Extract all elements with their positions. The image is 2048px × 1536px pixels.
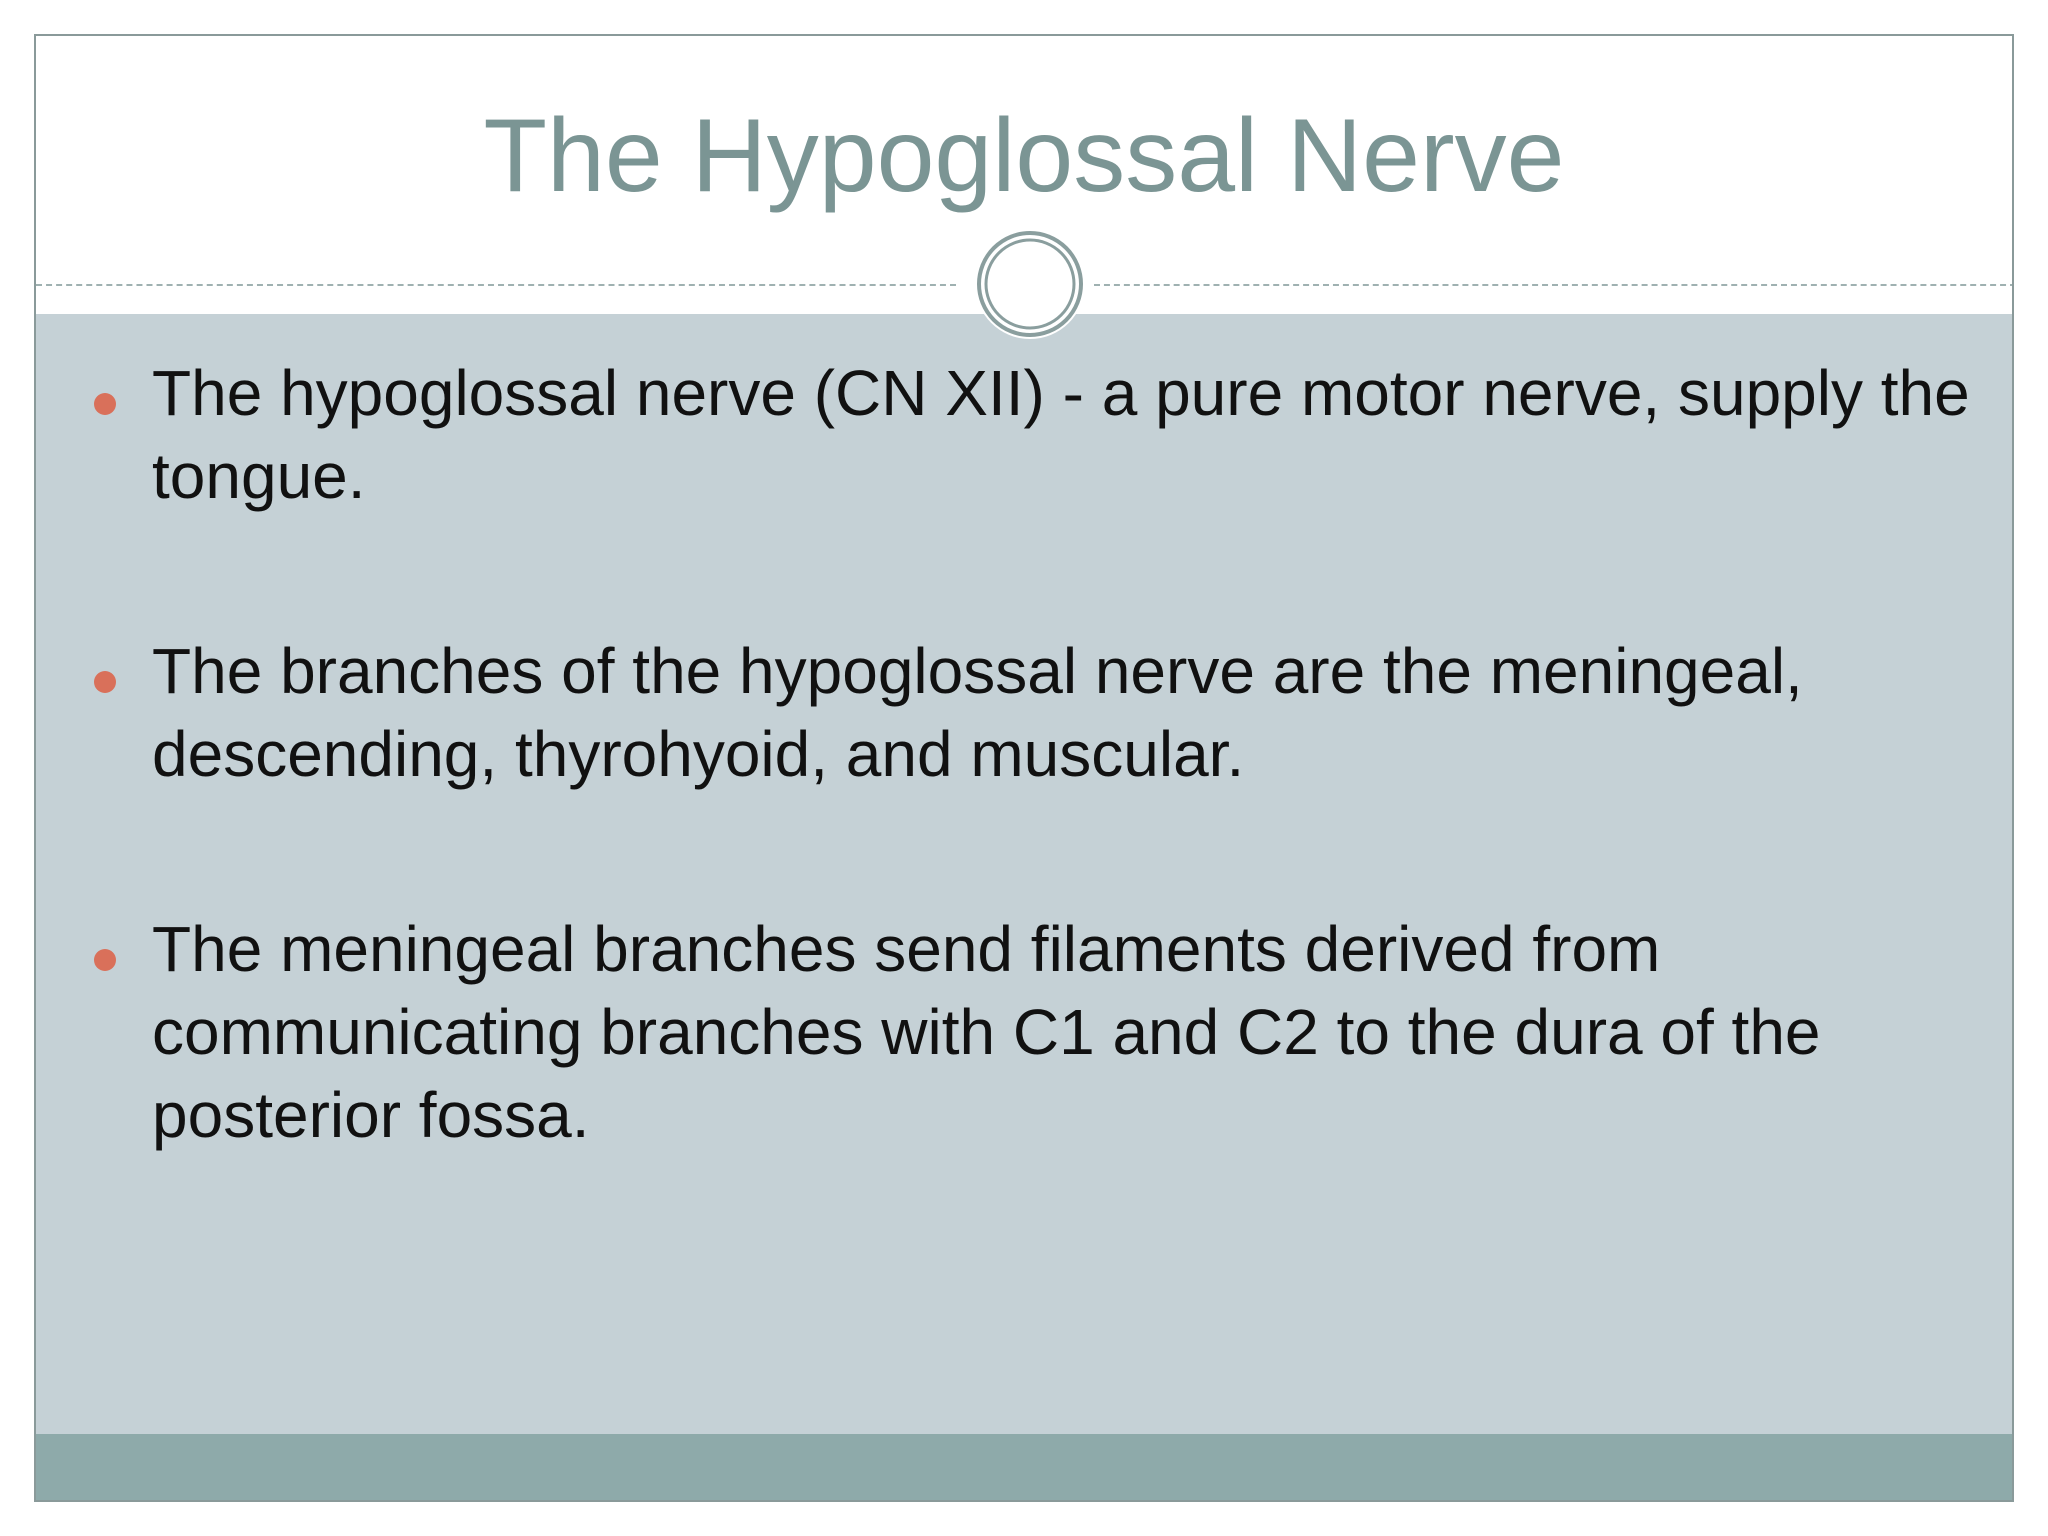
bullet-text: The meningeal branches send filaments derived from communicating branches with C1 and C2 to the dura of the posterior fossa. [152, 913, 1821, 1151]
double-circle-icon-svg [975, 229, 1085, 339]
bullet-list [36, 314, 2012, 1434]
footer-bar [36, 1434, 2012, 1502]
bullet-text: The hypoglossal nerve (CN XII) - a pure motor nerve, supply the tongue. [152, 357, 1970, 512]
title-divider-right [1094, 284, 2014, 286]
circle-bullet-icon [94, 949, 116, 971]
content-area [36, 314, 2012, 1434]
bullet-text: The branches of the hypoglossal nerve are the meningeal, descending, thyrohyoid, and muscular. [152, 635, 1803, 790]
slide-title: The Hypoglossal Nerve [483, 98, 1565, 214]
double-circle-icon [975, 229, 1085, 339]
circle-bullet-icon [94, 393, 116, 415]
title-divider-left [36, 284, 956, 286]
circle-bullet-icon [94, 671, 116, 693]
slide [34, 34, 2014, 1502]
